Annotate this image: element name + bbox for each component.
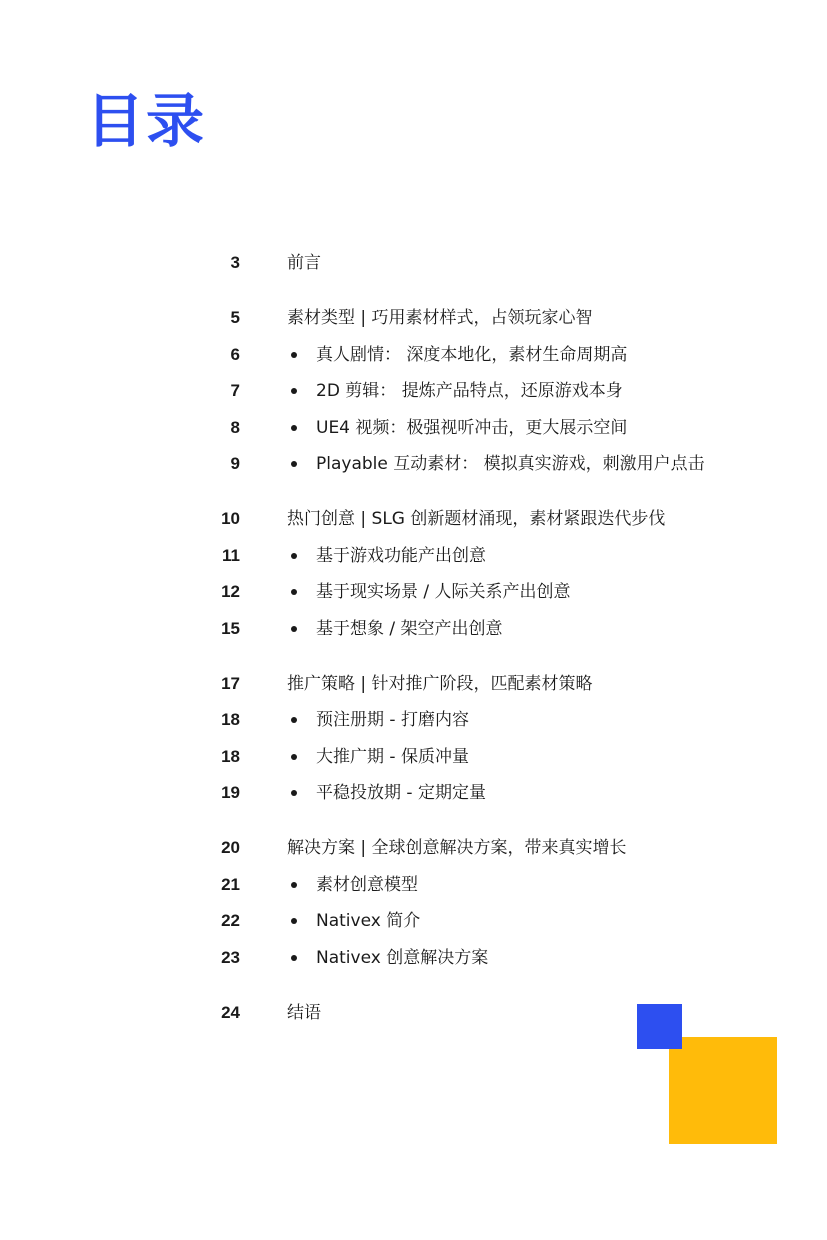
toc-entry[interactable] [0,577,827,607]
toc-page-number: 21 [221,875,240,894]
bullet-icon [291,717,297,723]
toc-page-number: 17 [221,674,240,693]
toc-subentry-title: 平稳投放期 - 定期定量 [316,783,486,803]
toc-page-number: 22 [221,911,240,930]
toc-section-title: 推广策略 | 针对推广阶段，匹配素材策略 [287,674,593,694]
toc-entry[interactable] [0,340,827,370]
toc-page-number: 5 [230,308,240,327]
toc-section-title: 结语 [287,1003,321,1023]
toc-page-number: 15 [221,619,240,638]
toc-page-number: 20 [221,838,240,857]
bullet-icon [291,882,297,888]
toc-entry[interactable] [0,742,827,772]
toc-entry[interactable] [0,449,827,479]
toc-entry[interactable] [0,303,827,333]
bullet-icon [291,553,297,559]
toc-subentry-title: 素材创意模型 [316,875,418,895]
bullet-icon [291,388,297,394]
toc-entry[interactable] [0,614,827,644]
toc-subentry-title: Nativex 简介 [316,911,421,931]
toc-subentry-title: 基于现实场景 / 人际关系产出创意 [316,582,571,602]
toc-subentry-title: 基于想象 / 架空产出创意 [316,619,503,639]
toc-page-number: 23 [221,948,240,967]
toc-section-title: 前言 [287,253,321,273]
bullet-icon [291,790,297,796]
toc-entry[interactable] [0,833,827,863]
toc-entry[interactable] [0,998,827,1028]
toc-subentry-title: 2D 剪辑： 提炼产品特点，还原游戏本身 [316,381,623,401]
yellow-square-decoration [669,1037,777,1144]
toc-page-number: 9 [230,454,240,473]
toc-subentry-title: Nativex 创意解决方案 [316,948,489,968]
toc-entry[interactable] [0,248,827,278]
toc-subentry-title: Playable 互动素材： 模拟真实游戏，刺激用户点击 [316,454,705,474]
bullet-icon [291,461,297,467]
toc-page-number: 7 [230,381,240,400]
bullet-icon [291,352,297,358]
toc-page-number: 11 [222,546,240,565]
toc-subentry-title: 大推广期 - 保质冲量 [316,747,469,767]
toc-page-number: 19 [221,783,240,802]
bullet-icon [291,955,297,961]
page-title: 目录 [86,87,207,155]
toc-subentry-title: 基于游戏功能产出创意 [316,546,486,566]
bullet-icon [291,589,297,595]
toc-page-number: 8 [230,418,240,437]
bullet-icon [291,425,297,431]
bullet-icon [291,918,297,924]
toc-section-title: 热门创意 | SLG 创新题材涌现，素材紧跟迭代步伐 [287,509,666,529]
toc-entry[interactable] [0,504,827,534]
toc-entry[interactable] [0,669,827,699]
toc-page-number: 24 [221,1003,240,1022]
toc-entry[interactable] [0,870,827,900]
bullet-icon [291,626,297,632]
toc-page-number: 3 [230,253,240,272]
toc-page-number: 18 [221,710,240,729]
toc-page-number: 18 [221,747,240,766]
toc-page-number: 6 [230,345,240,364]
toc-entry[interactable] [0,705,827,735]
toc-subentry-title: 真人剧情： 深度本地化，素材生命周期高 [316,345,628,365]
toc-entry[interactable] [0,943,827,973]
toc-entry[interactable] [0,413,827,443]
toc-entry[interactable] [0,376,827,406]
toc-page-number: 10 [221,509,240,528]
toc-entry[interactable] [0,541,827,571]
toc-subentry-title: UE4 视频：极强视听冲击，更大展示空间 [316,418,628,438]
toc-page-number: 12 [221,582,240,601]
bullet-icon [291,754,297,760]
toc-section-title: 素材类型 | 巧用素材样式，占领玩家心智 [287,308,593,328]
toc-subentry-title: 预注册期 - 打磨内容 [316,710,469,730]
toc-entry[interactable] [0,906,827,936]
toc-entry[interactable] [0,778,827,808]
blue-square-decoration [637,1004,682,1049]
toc-section-title: 解决方案 | 全球创意解决方案，带来真实增长 [287,838,627,858]
